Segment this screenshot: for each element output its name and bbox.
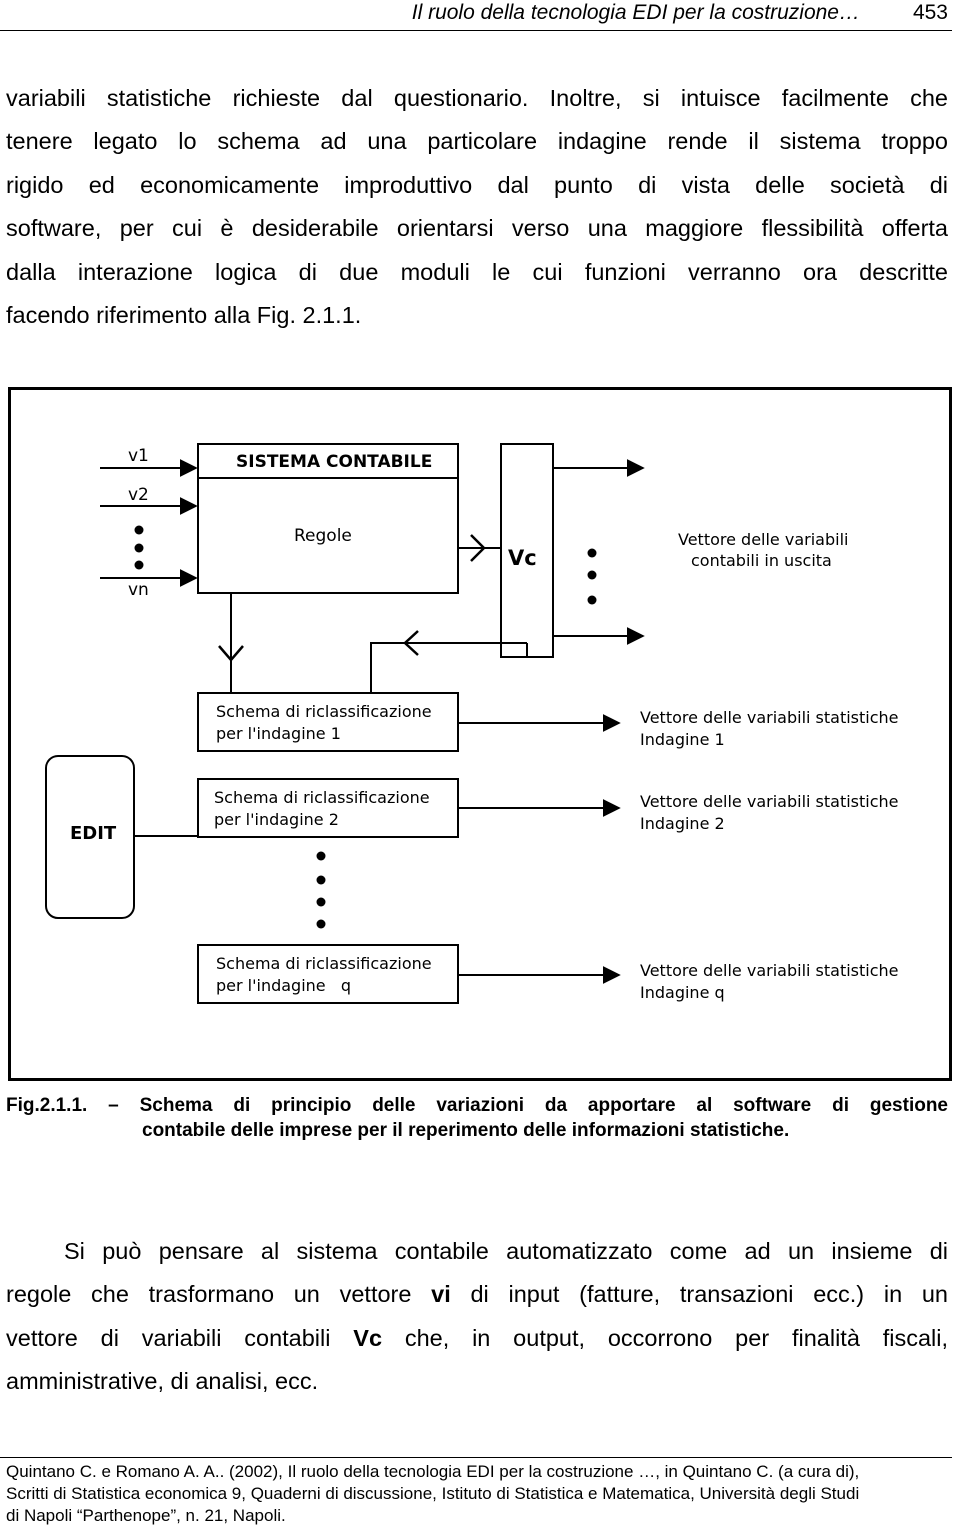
vc-label: Vc (508, 546, 537, 570)
schema-q-line2: per l'indagine q (216, 976, 352, 995)
figure-frame (8, 387, 952, 1081)
text-line: Si può pensare al sistema contabile automatizzato come ad un insieme di (64, 1238, 948, 1264)
text-run: di input (fatture, transazioni ecc.) in un (450, 1281, 948, 1308)
schema-2-line2: per l'indagine 2 (214, 810, 339, 829)
vettore-1-line2: Indagine 1 (640, 730, 725, 749)
ellipsis-dot (588, 596, 597, 605)
citation-footer (0, 1457, 952, 1527)
text-run: che, in output, occorrono per finalità fiscali, (382, 1324, 948, 1351)
ellipsis-dot (317, 852, 326, 861)
output-label-line2: contabili in uscita (691, 551, 832, 570)
schema-1-line2: per l'indagine 1 (216, 724, 341, 743)
output-label-line1: Vettore delle variabili (678, 530, 849, 549)
label-v1: v1 (128, 446, 149, 466)
edit-label: EDIT (70, 823, 117, 844)
caption-line-1: Fig.2.1.1. – Schema di principio delle variazioni da apportare al software di gestione (6, 1095, 948, 1116)
caption-line-2: contabile delle imprese per il reperimento delle informazioni statistiche. (142, 1120, 790, 1141)
text-line: variabili statistiche richieste dal questionario. Inoltre, si intuisce facilmente che (6, 85, 948, 111)
vector-vc: Vc (353, 1324, 383, 1351)
text-line: amministrative, di analisi, ecc. (6, 1368, 319, 1395)
intro-paragraph (6, 77, 948, 337)
text-line: dalla interazione logica di due moduli le cui funzioni verranno ora descritte (6, 258, 948, 285)
vettore-q-line2: Indagine q (640, 983, 725, 1002)
footer-line-1: Quintano C. e Romano A. A.. (2002), Il ruolo della tecnologia EDI per la costruzione …, in Quintano C. (a cura di), (6, 1462, 860, 1481)
vettore-1-line1: Vettore delle variabili statistiche (640, 708, 899, 727)
ellipsis-dot (588, 549, 597, 558)
diagram (11, 390, 949, 1078)
vettore-2-line2: Indagine 2 (640, 814, 725, 833)
vettore-2-line1: Vettore delle variabili statistiche (640, 792, 899, 811)
ellipsis-dot (135, 544, 144, 553)
ellipsis-dot (317, 920, 326, 929)
footer-line-2: Scritti di Statistica economica 9, Quaderni di discussione, Istituto di Statistica e Matematica, Università degli Studi (6, 1484, 860, 1503)
vettore-q-line1: Vettore delle variabili statistiche (640, 961, 899, 980)
vector-vi: vi (431, 1281, 451, 1308)
ellipsis-dot (135, 561, 144, 570)
text-run: vettore di variabili contabili (6, 1324, 354, 1351)
schema-q-line1: Schema di riclassificazione (216, 954, 432, 973)
text-run: regole che trasformano un vettore (6, 1281, 432, 1308)
text-line (6, 1317, 948, 1360)
text-line: facendo riferimento alla Fig. 2.1.1. (6, 302, 362, 329)
label-v2: v2 (128, 485, 149, 505)
text-line: rigido ed economicamente improduttivo dal punto di vista delle società di (6, 171, 948, 198)
footer-line-3: di Napoli “Parthenope”, n. 21, Napoli. (6, 1506, 286, 1525)
text-line (6, 1273, 948, 1316)
label-vn: vn (128, 580, 149, 600)
sistema-contabile-title: SISTEMA CONTABILE (236, 452, 433, 472)
page-number: 453 (912, 1, 948, 24)
ellipsis-dot (588, 571, 597, 580)
ellipsis-dot (317, 898, 326, 907)
body-paragraph (6, 1230, 948, 1404)
regole-label: Regole (294, 526, 352, 546)
ellipsis-dot (317, 876, 326, 885)
schema-2-line1: Schema di riclassificazione (214, 788, 430, 807)
schema-1-line1: Schema di riclassificazione (216, 702, 432, 721)
running-title: Il ruolo della tecnologia EDI per la costruzione… (411, 1, 860, 24)
running-header (0, 0, 952, 31)
text-line: software, per cui è desiderabile orientarsi verso una maggiore flessibilità offerta (6, 215, 948, 242)
ellipsis-dot (135, 526, 144, 535)
figure-caption (6, 1093, 948, 1143)
text-line: tenere legato lo schema ad una particolare indagine rende il sistema troppo (6, 128, 948, 155)
